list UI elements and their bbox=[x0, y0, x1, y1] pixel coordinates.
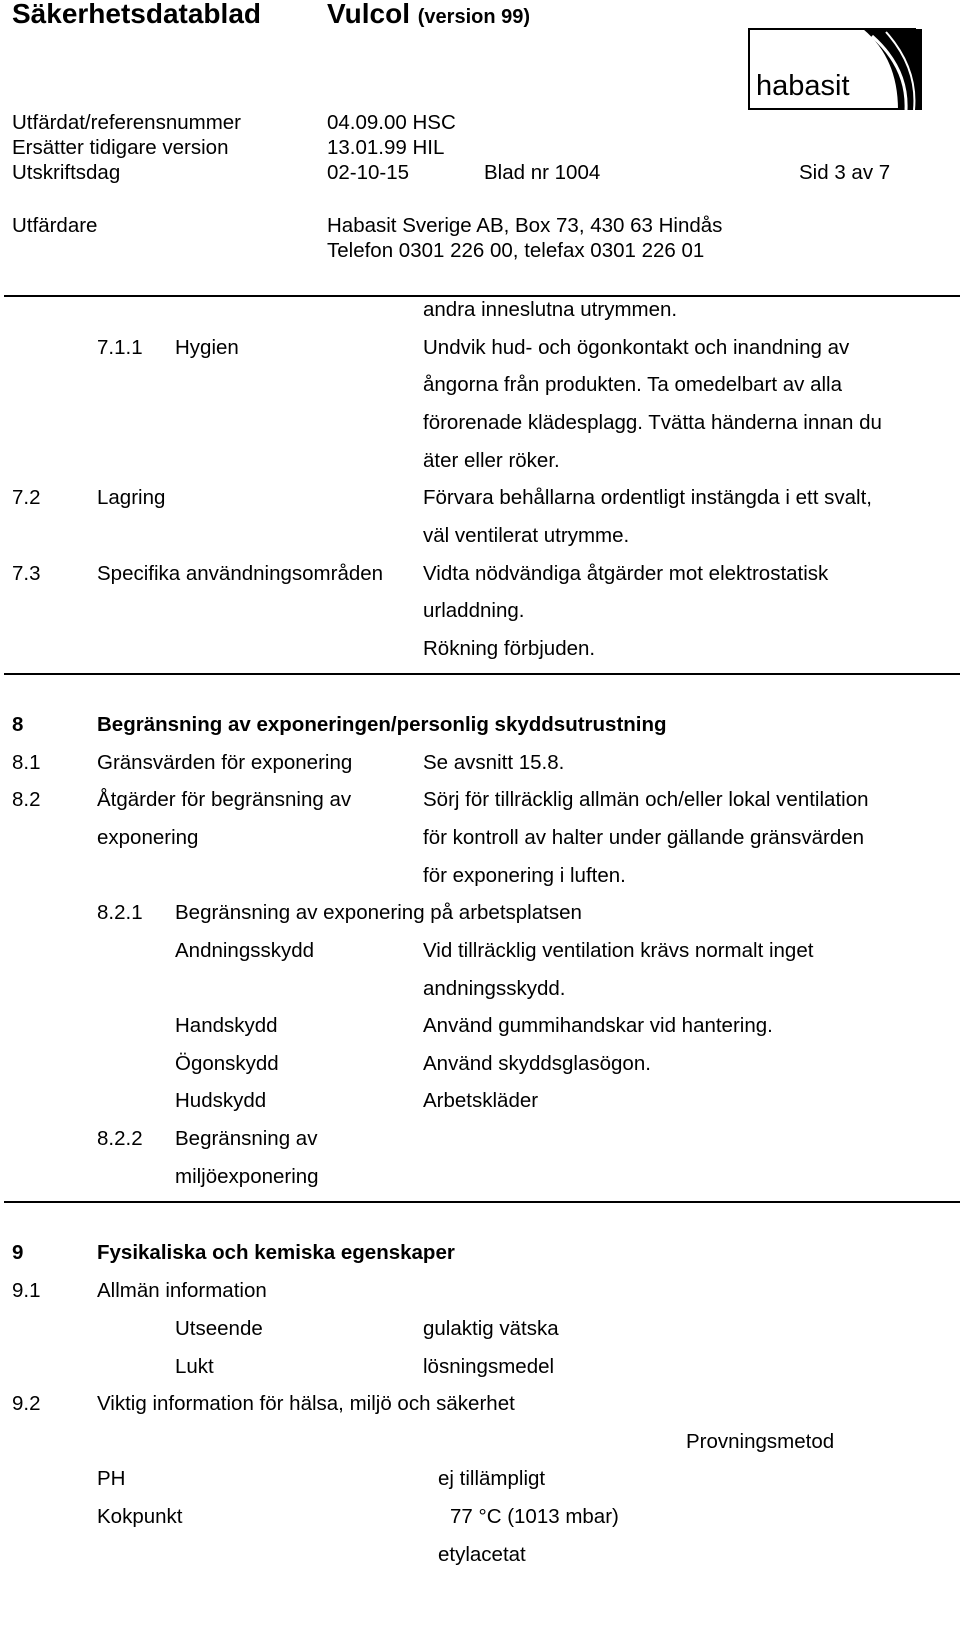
logo-text: habasit bbox=[756, 70, 850, 102]
general-property-value: gulaktig vätska bbox=[423, 1317, 559, 1340]
section-8-2-label-line: exponering bbox=[97, 826, 199, 849]
hygiene-text-line: Undvik hud- och ögonkontakt och inandning av bbox=[423, 336, 850, 359]
section7-continuation: andra inneslutna utrymmen. bbox=[423, 298, 678, 321]
protection-value: Använd gummihandskar vid hantering. bbox=[423, 1014, 773, 1037]
section-9-2-number: 9.2 bbox=[12, 1392, 41, 1415]
protection-value: andningsskydd. bbox=[423, 977, 566, 1000]
section-7-3-number: 7.3 bbox=[12, 562, 41, 585]
section-9-1-number: 9.1 bbox=[12, 1279, 41, 1302]
section-8-1-number: 8.1 bbox=[12, 751, 41, 774]
meta-value-printdate: 02-10-15 bbox=[327, 161, 410, 184]
test-method-header: Provningsmetod bbox=[686, 1430, 835, 1453]
meta-label-printdate: Utskriftsdag bbox=[12, 161, 121, 184]
meta-value-issued: 04.09.00 HSC bbox=[327, 111, 456, 134]
storage-text-line: väl ventilerat utrymme. bbox=[423, 524, 630, 547]
property-label: Kokpunkt bbox=[97, 1505, 183, 1528]
product-title bbox=[327, 0, 530, 28]
section8-divider bbox=[4, 1201, 960, 1203]
section-7-1-1-label: Hygien bbox=[175, 336, 239, 359]
protection-value: Vid tillräcklig ventilation krävs normalt inget bbox=[423, 939, 814, 962]
hygiene-text-line: äter eller röker. bbox=[423, 449, 560, 472]
property-value: 77 °C (1013 mbar) bbox=[450, 1505, 619, 1528]
section-8-2-2-number: 8.2.2 bbox=[97, 1127, 143, 1150]
sheet-number: Blad nr 1004 bbox=[484, 161, 601, 184]
habasit-logo bbox=[748, 28, 924, 112]
section-8-number: 8 bbox=[12, 713, 24, 736]
property-value: ej tillämpligt bbox=[438, 1467, 546, 1490]
protection-label: Handskydd bbox=[175, 1014, 278, 1037]
section-9-title: Fysikaliska och kemiska egenskaper bbox=[97, 1241, 455, 1264]
issuer-label: Utfärdare bbox=[12, 214, 98, 237]
section-9-1-label: Allmän information bbox=[97, 1279, 267, 1302]
section-8-2-1-number: 8.2.1 bbox=[97, 901, 143, 924]
exposure-control-text-line: för kontroll av halter under gällande gränsvärden bbox=[423, 826, 865, 849]
hygiene-text-line: förorenade klädesplagg. Tvätta händerna innan du bbox=[423, 411, 882, 434]
section-7-2-number: 7.2 bbox=[12, 486, 41, 509]
property-label: PH bbox=[97, 1467, 126, 1490]
section-8-2-number: 8.2 bbox=[12, 788, 41, 811]
document-title: Säkerhetsdatablad bbox=[12, 0, 261, 29]
habasit-logo-graphic bbox=[748, 28, 924, 112]
issuer-phone: Telefon 0301 226 00, telefax 0301 226 01 bbox=[327, 239, 705, 262]
product-version: (version 99) bbox=[417, 6, 531, 28]
general-property-label: Utseende bbox=[175, 1317, 263, 1340]
protection-label: Hudskydd bbox=[175, 1089, 267, 1112]
section-8-2-1-title: Begränsning av exponering på arbetsplatsen bbox=[175, 901, 582, 924]
header-divider bbox=[4, 295, 960, 297]
general-property-label: Lukt bbox=[175, 1355, 214, 1378]
section-8-1-value: Se avsnitt 15.8. bbox=[423, 751, 565, 774]
section-9-2-label: Viktig information för hälsa, miljö och säkerhet bbox=[97, 1392, 515, 1415]
section-9-number: 9 bbox=[12, 1241, 24, 1264]
hygiene-text-line: ångorna från produkten. Ta omedelbart av alla bbox=[423, 373, 843, 396]
exposure-control-text-line: Sörj för tillräcklig allmän och/eller lokal ventilation bbox=[423, 788, 869, 811]
protection-label: Andningsskydd bbox=[175, 939, 315, 962]
section-8-title: Begränsning av exponeringen/personlig skyddsutrustning bbox=[97, 713, 667, 736]
property-note: etylacetat bbox=[438, 1543, 526, 1566]
meta-label-replaces: Ersätter tidigare version bbox=[12, 136, 229, 159]
storage-text-line: Förvara behållarna ordentligt instängda i ett svalt, bbox=[423, 486, 872, 509]
protection-value: Arbetskläder bbox=[423, 1089, 539, 1112]
product-name: Vulcol bbox=[327, 0, 410, 29]
section7-divider bbox=[4, 673, 960, 675]
specific-use-text-line: Vidta nödvändiga åtgärder mot elektrostatisk bbox=[423, 562, 829, 585]
section-8-1-label: Gränsvärden för exponering bbox=[97, 751, 353, 774]
protection-label: Ögonskydd bbox=[175, 1052, 279, 1075]
meta-value-replaces: 13.01.99 HIL bbox=[327, 136, 445, 159]
section-8-2-2-label-line: Begränsning av bbox=[175, 1127, 318, 1150]
protection-value: Använd skyddsglasögon. bbox=[423, 1052, 651, 1075]
section-8-2-label-line: Åtgärder för begränsning av bbox=[97, 788, 352, 811]
specific-use-text-line: urladdning. bbox=[423, 599, 525, 622]
specific-use-text-line: Rökning förbjuden. bbox=[423, 637, 596, 660]
exposure-control-text-line: för exponering i luften. bbox=[423, 864, 626, 887]
general-property-value: lösningsmedel bbox=[423, 1355, 555, 1378]
page-number: Sid 3 av 7 bbox=[799, 161, 891, 184]
issuer-address: Habasit Sverige AB, Box 73, 430 63 Hindås bbox=[327, 214, 723, 237]
section-7-2-label: Lagring bbox=[97, 486, 166, 509]
section-7-3-label: Specifika användningsområden bbox=[97, 562, 384, 585]
meta-label-issued: Utfärdat/referensnummer bbox=[12, 111, 242, 134]
section-8-2-2-label-line: miljöexponering bbox=[175, 1165, 319, 1188]
section-7-1-1-number: 7.1.1 bbox=[97, 336, 143, 359]
